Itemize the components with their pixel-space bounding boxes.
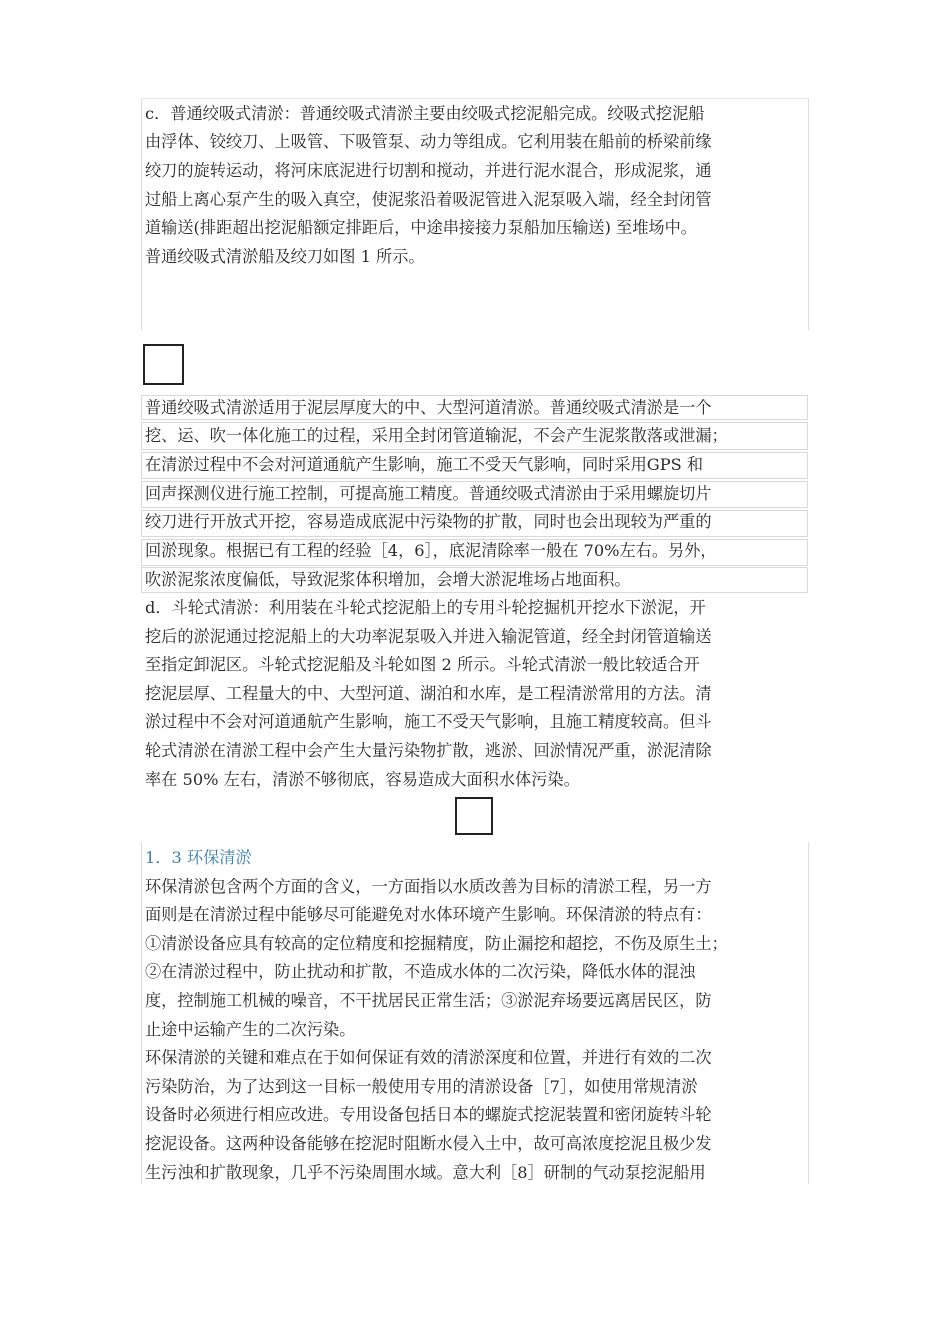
- text-line: 回淤现象。根据已有工程的经验［4，6］，底泥清除率一般在 70%左右。另外，: [145, 541, 717, 560]
- text-line: 在清淤过程中不会对河道通航产生影响，施工不受天气影响，同时采用GPS 和: [145, 455, 704, 474]
- text-line: 环保清淤包含两个方面的含义，一方面指以水质改善为目标的清淤工程，另一方: [145, 877, 712, 896]
- text-line: ②在清淤过程中，防止扰动和扩散，不造成水体的二次污染，降低水体的混浊: [145, 962, 696, 981]
- text-line: c．普通绞吸式清淤：普通绞吸式清淤主要由绞吸式挖泥船完成。绞吸式挖泥船: [145, 104, 705, 123]
- text-line: 止途中运输产生的二次污染。: [145, 1020, 356, 1039]
- section-heading: 1．3 环保清淤: [145, 848, 252, 867]
- text-line: 淤过程中不会对河道通航产生影响，施工不受天气影响，且施工精度较高。但斗: [145, 712, 712, 731]
- text-line: 面则是在清淤过程中能够尽可能避免对水体环境产生影响。环保清淤的特点有：: [145, 905, 712, 924]
- text-line: 回声探测仪进行施工控制，可提高施工精度。普通绞吸式清淤由于采用螺旋切片: [145, 484, 712, 503]
- text-line: 污染防治，为了达到这一目标一般使用专用的清淤设备［7］，如使用常规清淤: [145, 1077, 698, 1096]
- text-line: 挖泥设备。这两种设备能够在挖泥时阻断水侵入土中，故可高浓度挖泥且极少发: [145, 1134, 712, 1153]
- text-line: d．斗轮式清淤：利用装在斗轮式挖泥船上的专用斗轮挖掘机开挖水下淤泥，开: [145, 598, 706, 617]
- text-line: 设备时必须进行相应改进。专用设备包括日本的螺旋式挖泥装置和密闭旋转斗轮: [145, 1105, 712, 1124]
- figure-1-placeholder-image: [143, 344, 184, 385]
- text-line: 道输送(排距超出挖泥船额定排距后，中途串接接力泵船加压输送) 至堆场中。: [145, 218, 697, 237]
- text-line: 普通绞吸式清淤适用于泥层厚度大的中、大型河道清淤。普通绞吸式清淤是一个: [145, 398, 712, 417]
- text-line: 率在 50% 左右，清淤不够彻底，容易造成大面积水体污染。: [145, 770, 580, 789]
- text-line: 过船上离心泵产生的吸入真空，使泥浆沿着吸泥管进入泥泵吸入端，经全封闭管: [145, 190, 712, 209]
- text-line: 生污浊和扩散现象，几乎不污染周围水域。意大利［8］研制的气动泵挖泥船用: [145, 1163, 706, 1182]
- text-line: 度，控制施工机械的噪音，不干扰居民正常生活；③淤泥弃场要远离居民区，防: [145, 991, 712, 1010]
- text-line: 轮式清淤在清淤工程中会产生大量污染物扩散，逃淤、回淤情况严重，淤泥清除: [145, 741, 712, 760]
- text-line: ①清淤设备应具有较高的定位精度和挖掘精度，防止漏挖和超挖，不伤及原生土；: [145, 934, 728, 953]
- text-line: 环保清淤的关键和难点在于如何保证有效的清淤深度和位置，并进行有效的二次: [145, 1048, 712, 1067]
- text-line: 普通绞吸式清淤船及绞刀如图 1 所示。: [145, 247, 425, 266]
- figure-2-placeholder-image: [455, 797, 493, 835]
- text-line: 由浮体、铰绞刀、上吸管、下吸管泵、动力等组成。它利用装在船前的桥梁前缘: [145, 132, 712, 151]
- text-line: 挖泥层厚、工程量大的中、大型河道、湖泊和水库，是工程清淤常用的方法。清: [145, 684, 712, 703]
- text-line: 绞刀的旋转运动，将河床底泥进行切割和搅动，并进行泥水混合，形成泥浆，通: [145, 161, 712, 180]
- text-line: 至指定卸泥区。斗轮式挖泥船及斗轮如图 2 所示。斗轮式清淤一般比较适合开: [145, 655, 700, 674]
- text-line: 挖后的淤泥通过挖泥船上的大功率泥泵吸入并进入输泥管道，经全封闭管道输送: [145, 627, 712, 646]
- text-line: 绞刀进行开放式开挖，容易造成底泥中污染物的扩散，同时也会出现较为严重的: [145, 512, 712, 531]
- text-line: 挖、运、吹一体化施工的过程，采用全封闭管道输泥，不会产生泥浆散落或泄漏；: [145, 426, 728, 445]
- text-line: 吹淤泥浆浓度偏低，导致泥浆体积增加，会增大淤泥堆场占地面积。: [145, 570, 631, 589]
